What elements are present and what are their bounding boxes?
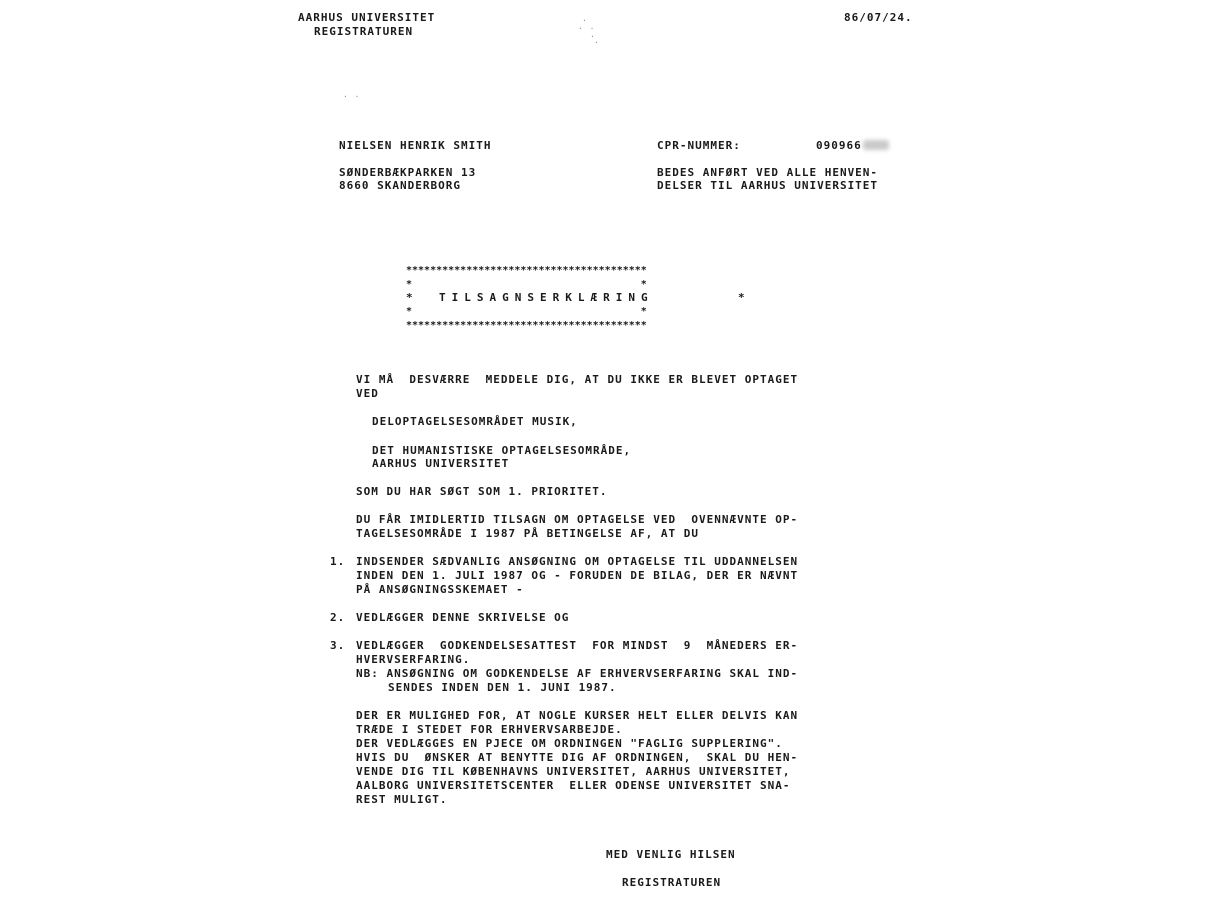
recipient-street: SØNDERBÆKPARKEN 13: [339, 166, 477, 179]
list-number: 2.: [330, 611, 346, 624]
body-text: SOM DU HAR SØGT SOM 1. PRIORITET.: [356, 485, 608, 498]
body-text: DU FÅR IMIDLERTID TILSAGN OM OPTAGELSE VED OVENNÆVNTE OP-: [356, 513, 799, 526]
banner-border-top: ****************************************: [406, 265, 647, 276]
banner-star-left: *: [406, 291, 414, 304]
cpr-note-line1: BEDES ANFØRT VED ALLE HENVEN-: [657, 166, 879, 179]
body-text: REST MULIGT.: [356, 793, 448, 806]
recipient-name: NIELSEN HENRIK SMITH: [339, 139, 492, 152]
letter-date: 86/07/24.: [844, 11, 913, 24]
banner-border-side: * *: [406, 306, 647, 317]
list-item-note: NB: ANSØGNING OM GODKENDELSE AF ERHVERVSERFARING SKAL IND-: [356, 667, 799, 680]
org-name: AARHUS UNIVERSITET: [298, 11, 436, 24]
redaction-blur: [863, 140, 889, 150]
banner-star-right: *: [738, 291, 746, 304]
body-text: DER ER MULIGHED FOR, AT NOGLE KURSER HELT ELLER DELVIS KAN: [356, 709, 799, 722]
cpr-label: CPR-NUMMER:: [657, 139, 741, 152]
list-item-text: INDEN DEN 1. JULI 1987 OG - FORUDEN DE BILAG, DER ER NÆVNT: [356, 569, 799, 582]
cpr-number: [816, 139, 889, 153]
banner-border-bottom: ****************************************: [406, 320, 647, 331]
org-department: REGISTRATUREN: [314, 25, 414, 38]
body-text: AARHUS UNIVERSITET: [372, 457, 510, 470]
body-text: VI MÅ DESVÆRRE MEDDELE DIG, AT DU IKKE ER BLEVET OPTAGET: [356, 373, 799, 386]
closing-greeting: MED VENLIG HILSEN: [606, 848, 736, 861]
banner-border-side: * *: [406, 279, 647, 290]
list-item-text: INDSENDER SÆDVANLIG ANSØGNING OM OPTAGELSE TIL UDDANNELSEN: [356, 555, 799, 568]
banner-title: TILSAGNSERKLÆRING: [439, 291, 654, 304]
body-text: HVIS DU ØNSKER AT BENYTTE DIG AF ORDNINGEN, SKAL DU HEN-: [356, 751, 799, 764]
closing-signature: REGISTRATUREN: [622, 876, 722, 889]
body-text: VED: [356, 387, 379, 400]
body-text: VENDE DIG TIL KØBENHAVNS UNIVERSITET, AARHUS UNIVERSITET,: [356, 765, 791, 778]
body-text: TRÆDE I STEDET FOR ERHVERVSARBEJDE.: [356, 723, 623, 736]
body-text: DELOPTAGELSESOMRÅDET MUSIK,: [372, 415, 578, 428]
list-item-text: PÅ ANSØGNINGSSKEMAET -: [356, 583, 524, 596]
list-item-text: VEDLÆGGER DENNE SKRIVELSE OG: [356, 611, 570, 624]
list-number: 3.: [330, 639, 346, 652]
body-text: TAGELSESOMRÅDE I 1987 PÅ BETINGELSE AF, AT DU: [356, 527, 700, 540]
cpr-note-line2: DELSER TIL AARHUS UNIVERSITET: [657, 179, 879, 192]
body-text: DER VEDLÆGGES EN PJECE OM ORDNINGEN "FAGLIG SUPPLERING".: [356, 737, 783, 750]
body-text: AALBORG UNIVERSITETSCENTER ELLER ODENSE UNIVERSITET SNA-: [356, 779, 791, 792]
list-item-text: VEDLÆGGER GODKENDELSESATTEST FOR MINDST 9 MÅNEDERS ER-: [356, 639, 799, 652]
recipient-city: 8660 SKANDERBORG: [339, 179, 461, 192]
list-item-note: SENDES INDEN DEN 1. JUNI 1987.: [388, 681, 617, 694]
list-number: 1.: [330, 555, 346, 568]
body-text: DET HUMANISTISKE OPTAGELSESOMRÅDE,: [372, 444, 632, 457]
cpr-number-visible: 090966: [816, 139, 862, 152]
list-item-text: HVERVSERFARING.: [356, 653, 471, 666]
